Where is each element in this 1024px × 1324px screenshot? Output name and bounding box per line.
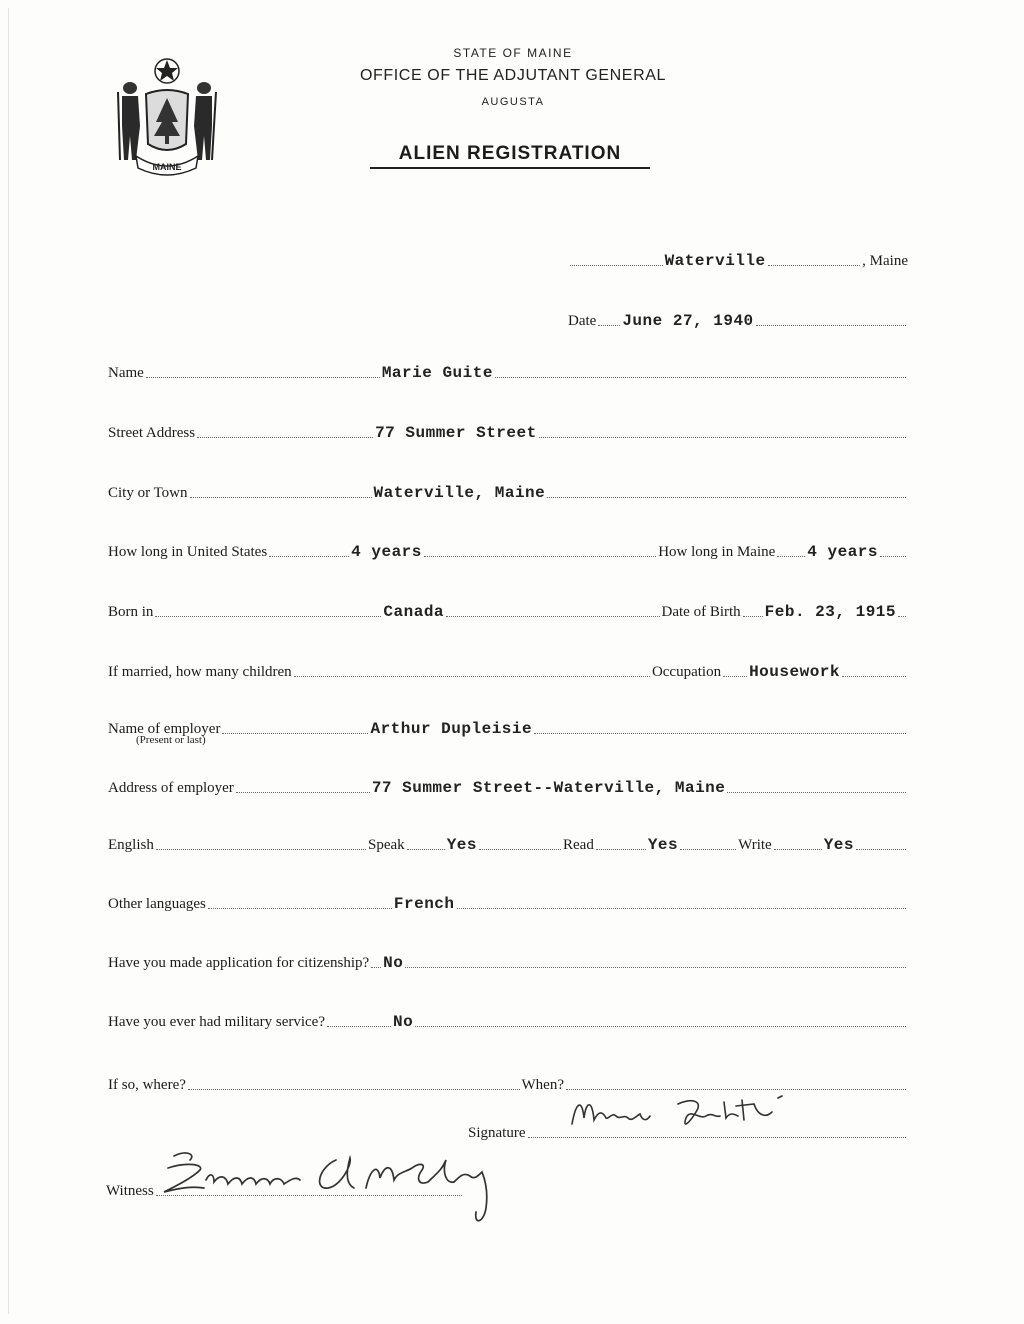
duration-row: [108, 537, 908, 561]
born-in-label: Born in: [108, 604, 154, 620]
street-row: [108, 418, 908, 442]
read-label: Read: [563, 837, 594, 853]
maine-stay-value: 4 years: [807, 543, 878, 561]
maine-seal-icon: [112, 56, 222, 180]
children-row: [108, 657, 908, 681]
write-value: Yes: [823, 836, 854, 854]
location-value: Waterville: [664, 252, 766, 270]
witness-label: Witness: [106, 1183, 154, 1199]
date-row: [568, 306, 908, 330]
city-label: City or Town: [108, 485, 188, 501]
when-label: When?: [521, 1077, 564, 1093]
city-value: Waterville, Maine: [373, 484, 546, 502]
children-label: If married, how many children: [108, 664, 292, 680]
speak-label: Speak: [368, 837, 405, 853]
speak-value: Yes: [446, 836, 477, 854]
english-label: English: [108, 837, 154, 853]
header-state: STATE OF MAINE: [453, 46, 573, 60]
employer-address-value: 77 Summer Street--Waterville, Maine: [371, 779, 726, 797]
dob-label: Date of Birth: [661, 604, 741, 620]
dob-value: Feb. 23, 1915: [764, 603, 896, 621]
employer-row: [108, 714, 908, 738]
military-row: [108, 1007, 908, 1031]
name-row: [108, 358, 908, 382]
date-label: Date: [568, 313, 597, 329]
header-city: AUGUSTA: [481, 96, 545, 108]
citizenship-label: Have you made application for citizenship?: [108, 955, 370, 971]
signature-handwriting: [566, 1092, 806, 1136]
form-title: ALIEN REGISTRATION: [370, 143, 650, 169]
employer-label: Name of employer: [108, 721, 221, 737]
service-where-row: [108, 1070, 908, 1094]
occupation-label: Occupation: [651, 664, 722, 680]
where-label: If so, where?: [108, 1077, 186, 1093]
write-label: Write: [738, 837, 772, 853]
location-row: [568, 246, 908, 270]
languages-value: French: [393, 895, 455, 913]
languages-row: [108, 889, 908, 913]
employer-address-row: [108, 773, 908, 797]
date-value: June 27, 1940: [622, 312, 754, 330]
military-label: Have you ever had military service?: [108, 1014, 325, 1030]
street-label: Street Address: [108, 425, 196, 441]
english-row: [108, 830, 908, 854]
location-suffix: , Maine: [862, 253, 908, 269]
citizenship-row: [108, 948, 908, 972]
signature-label: Signature: [468, 1125, 526, 1141]
languages-label: Other languages: [108, 896, 206, 912]
us-stay-value: 4 years: [351, 543, 422, 561]
military-value: No: [393, 1013, 414, 1031]
citizenship-value: No: [383, 954, 404, 972]
name-label: Name: [108, 365, 144, 381]
maine-stay-label: How long in Maine: [658, 544, 776, 560]
header-office: OFFICE OF THE ADJUTANT GENERAL: [359, 67, 667, 84]
svg-text:MAINE: MAINE: [152, 162, 182, 172]
birth-row: [108, 597, 908, 621]
us-stay-label: How long in United States: [108, 544, 268, 560]
born-in-value: Canada: [383, 603, 445, 621]
read-value: Yes: [647, 836, 679, 854]
employer-address-label: Address of employer: [108, 780, 234, 796]
witness-handwriting: [156, 1146, 536, 1236]
employer-sublabel: (Present or last): [136, 734, 206, 746]
street-value: 77 Summer Street: [375, 424, 537, 442]
employer-value: Arthur Dupleisie: [370, 720, 533, 738]
city-row: [108, 478, 908, 502]
name-value: Marie Guite: [381, 364, 493, 382]
occupation-value: Housework: [749, 663, 840, 681]
